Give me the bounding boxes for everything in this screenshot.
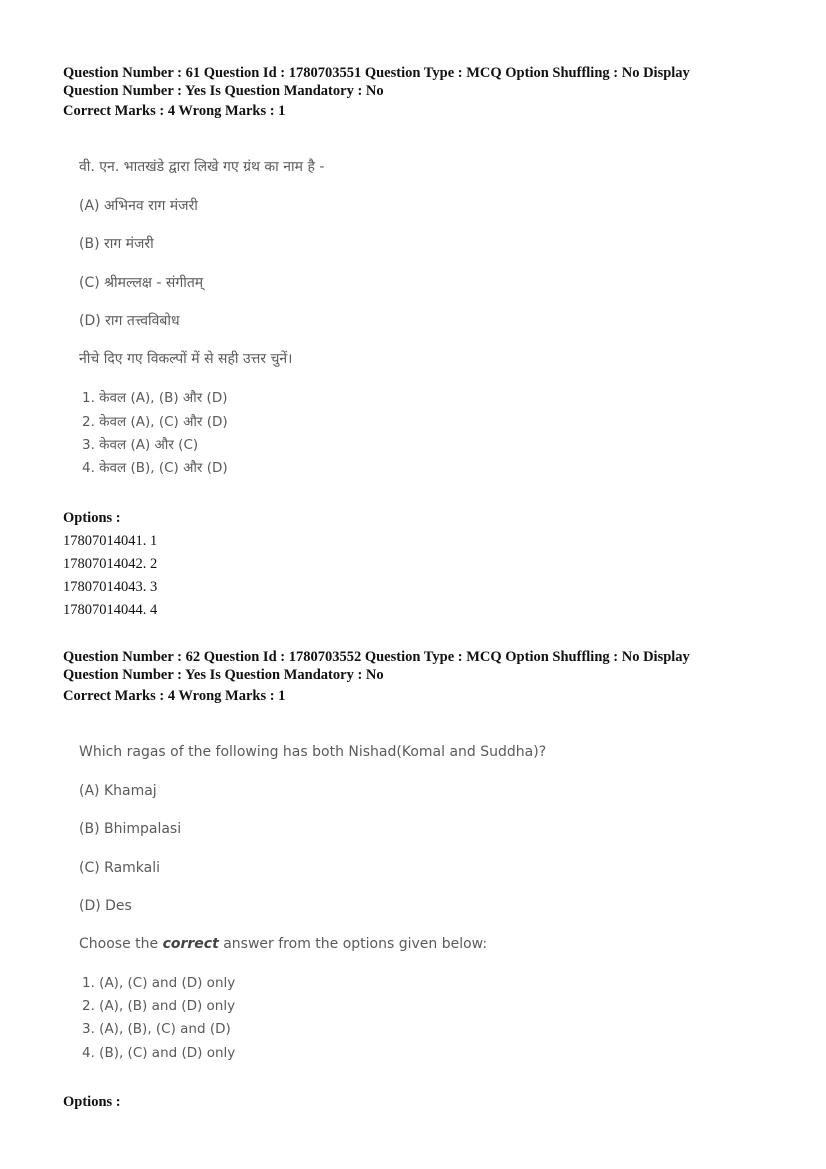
q62-item-d: (D) Des xyxy=(79,898,132,914)
q62-item-b: (B) Bhimpalasi xyxy=(79,821,182,837)
q61-meta-line-3: Correct Marks : 4 Wrong Marks : 1 xyxy=(63,103,286,119)
q62-meta-line-2: Question Number : Yes Is Question Mandatory : No xyxy=(63,667,384,683)
q62-instruction xyxy=(79,935,487,953)
q62-instruction-before: Choose the xyxy=(79,936,163,952)
q61-choice-2: 2. केवल (A), (C) और (D) xyxy=(82,414,228,430)
q61-item-c: (C) श्रीमल्लक्ष - संगीतम् xyxy=(79,275,204,291)
q61-item-a: (A) अभिनव राग मंजरी xyxy=(79,198,198,214)
q61-question-text: वी. एन. भातखंडे द्वारा लिखे गए ग्रंथ का नाम है - xyxy=(79,159,325,175)
q62-instruction-after: answer from the options given below: xyxy=(218,936,488,952)
q61-options-heading: Options : xyxy=(63,510,121,526)
q61-option-4: 17807014044. 4 xyxy=(63,602,158,618)
q61-choice-1: 1. केवल (A), (B) और (D) xyxy=(82,390,228,406)
q62-meta-line-3: Correct Marks : 4 Wrong Marks : 1 xyxy=(63,688,286,704)
q61-option-3: 17807014043. 3 xyxy=(63,579,158,595)
q62-question-text: Which ragas of the following has both Nishad(Komal and Suddha)? xyxy=(79,744,547,760)
q62-choice-4: 4. (B), (C) and (D) only xyxy=(82,1045,236,1061)
q62-choice-2: 2. (A), (B) and (D) only xyxy=(82,998,236,1014)
q62-meta-line-1: Question Number : 62 Question Id : 1780703552 Question Type : MCQ Option Shuffling : No Display xyxy=(63,649,690,665)
q61-meta-line-1: Question Number : 61 Question Id : 1780703551 Question Type : MCQ Option Shuffling : No Display xyxy=(63,65,690,81)
q61-meta-line-2: Question Number : Yes Is Question Mandatory : No xyxy=(63,83,384,99)
q61-item-b: (B) राग मंजरी xyxy=(79,236,154,252)
q61-option-1: 17807014041. 1 xyxy=(63,533,158,549)
q62-item-a: (A) Khamaj xyxy=(79,783,157,799)
q61-item-d: (D) राग तत्त्वविबोध xyxy=(79,313,180,329)
q61-choice-3: 3. केवल (A) और (C) xyxy=(82,437,199,453)
q62-choice-1: 1. (A), (C) and (D) only xyxy=(82,975,236,991)
q61-choice-4: 4. केवल (B), (C) और (D) xyxy=(82,460,228,476)
q62-item-c: (C) Ramkali xyxy=(79,860,161,876)
q62-options-heading: Options : xyxy=(63,1094,121,1110)
q62-instruction-emphasis: correct xyxy=(162,936,219,952)
q61-instruction: नीचे दिए गए विकल्पों में से सही उत्तर चुनें। xyxy=(79,351,293,367)
q62-choice-3: 3. (A), (B), (C) and (D) xyxy=(82,1021,231,1037)
q61-option-2: 17807014042. 2 xyxy=(63,556,158,572)
